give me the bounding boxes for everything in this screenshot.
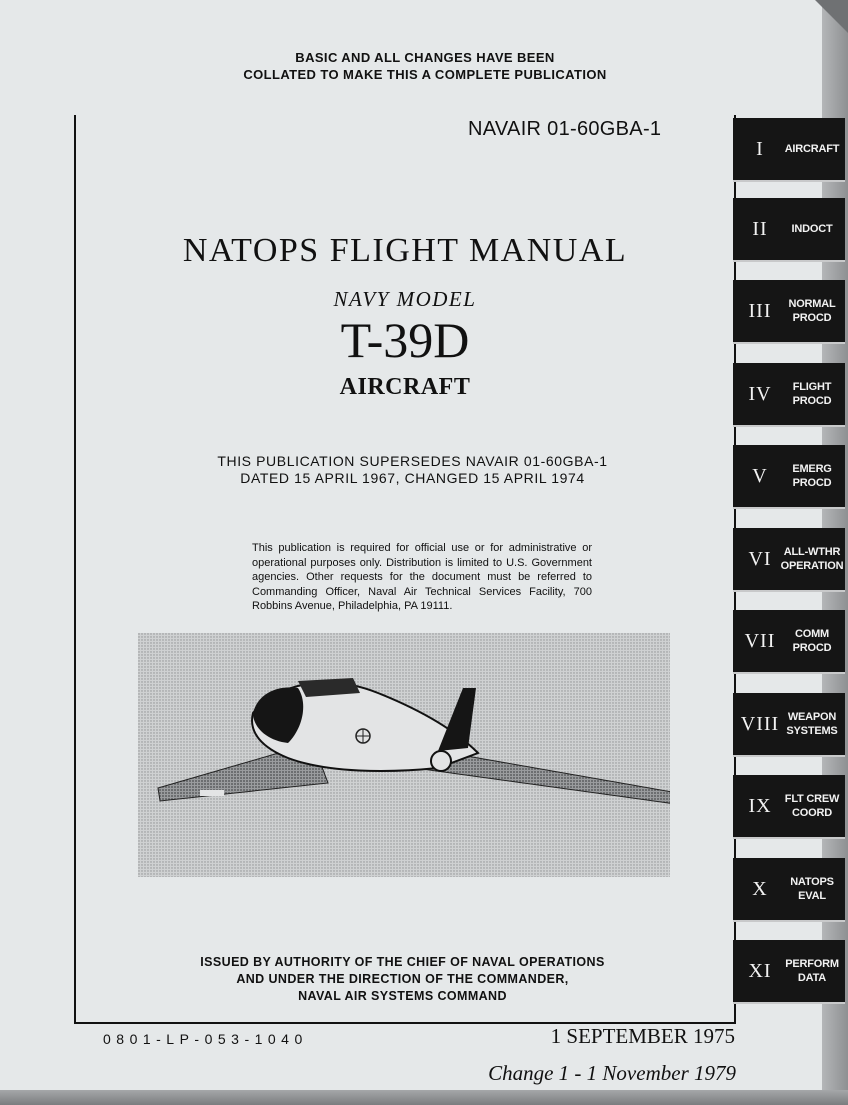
aircraft-caption: AIRCRAFT bbox=[339, 374, 471, 400]
tab-all-wthr-operation[interactable] bbox=[733, 528, 845, 592]
tab-flt-crew-coord[interactable] bbox=[733, 775, 845, 839]
tab-label: FLIGHT PROCD bbox=[792, 381, 832, 407]
issuing-authority bbox=[150, 954, 655, 1005]
tab-normal-procd[interactable] bbox=[733, 280, 845, 344]
supersedes-notice bbox=[150, 453, 675, 487]
distribution-statement: This publication is required for official use or for administrative or operational purposes only. Distribution is limited to U.S. Government agencies. Other requests for the document must be referred to Commanding Officer, Naval Air Technical Services Facility, 700 Robbins Avenue, Philadelphia, PA 19111. bbox=[252, 542, 592, 612]
tab-number: I bbox=[756, 137, 764, 160]
tab-number: IX bbox=[748, 794, 772, 817]
collation-notice bbox=[170, 49, 680, 83]
supersedes-line-2: DATED 15 APRIL 1967, CHANGED 15 APRIL 1974 bbox=[240, 470, 585, 486]
change-date: Change 1 - 1 November 1979 bbox=[488, 1061, 736, 1085]
issued-line-2: AND UNDER THE DIRECTION OF THE COMMANDER, bbox=[236, 972, 569, 986]
publication-date: 1 SEPTEMBER 1975 bbox=[550, 1024, 735, 1048]
tab-label: FLT CREW COORD bbox=[784, 793, 840, 819]
tab-label: AIRCRAFT bbox=[784, 143, 840, 155]
tab-aircraft[interactable] bbox=[733, 118, 845, 182]
aircraft-photo bbox=[138, 633, 670, 877]
navair-number: NAVAIR 01-60GBA-1 bbox=[468, 118, 662, 140]
aircraft-photo-drawing bbox=[138, 633, 670, 877]
scan-margin-bottom bbox=[0, 1090, 848, 1105]
tab-label: WEAPON SYSTEMS bbox=[786, 711, 838, 737]
manual-title: NATOPS FLIGHT MANUAL bbox=[182, 232, 628, 269]
tab-natops-eval[interactable] bbox=[733, 858, 845, 922]
tab-perform-data[interactable] bbox=[733, 940, 845, 1004]
tab-label: NORMAL PROCD bbox=[788, 298, 836, 324]
tab-comm-procd[interactable] bbox=[733, 610, 845, 674]
tab-number: III bbox=[748, 299, 772, 322]
collation-line-1: BASIC AND ALL CHANGES HAVE BEEN bbox=[295, 50, 555, 65]
tab-number: IV bbox=[748, 382, 772, 405]
issued-line-1: ISSUED BY AUTHORITY OF THE CHIEF OF NAVAL OPERATIONS bbox=[200, 955, 605, 969]
tab-number: VII bbox=[744, 629, 776, 652]
navy-model-caption: NAVY MODEL bbox=[333, 287, 477, 311]
scan-corner-shadow bbox=[780, 0, 848, 40]
tab-number: VIII bbox=[740, 712, 780, 735]
tab-label: INDOCT bbox=[791, 223, 833, 235]
issued-line-3: NAVAL AIR SYSTEMS COMMAND bbox=[298, 989, 507, 1003]
tab-flight-procd[interactable] bbox=[733, 363, 845, 427]
tab-number: XI bbox=[748, 959, 772, 982]
tab-label: COMM PROCD bbox=[792, 628, 832, 654]
aircraft-model: T-39D bbox=[340, 312, 470, 368]
tab-number: V bbox=[752, 464, 768, 487]
section-thumb-tabs bbox=[733, 118, 845, 1018]
tab-label: PERFORM DATA bbox=[785, 958, 839, 984]
tab-number: VI bbox=[748, 547, 772, 570]
stock-number: 0801-LP-053-1040 bbox=[103, 1031, 308, 1047]
tab-weapon-systems[interactable] bbox=[733, 693, 845, 757]
collation-line-2: COLLATED TO MAKE THIS A COMPLETE PUBLICATION bbox=[243, 67, 607, 82]
supersedes-line-1: THIS PUBLICATION SUPERSEDES NAVAIR 01-60GBA-1 bbox=[217, 453, 608, 469]
tab-label: NATOPS EVAL bbox=[790, 876, 834, 902]
tab-emerg-procd[interactable] bbox=[733, 445, 845, 509]
tab-number: X bbox=[752, 877, 768, 900]
tab-indoct[interactable] bbox=[733, 198, 845, 262]
tab-label: EMERG PROCD bbox=[792, 463, 832, 489]
tab-label: ALL-WTHR OPERATION bbox=[780, 546, 844, 572]
tab-number: II bbox=[752, 217, 768, 240]
